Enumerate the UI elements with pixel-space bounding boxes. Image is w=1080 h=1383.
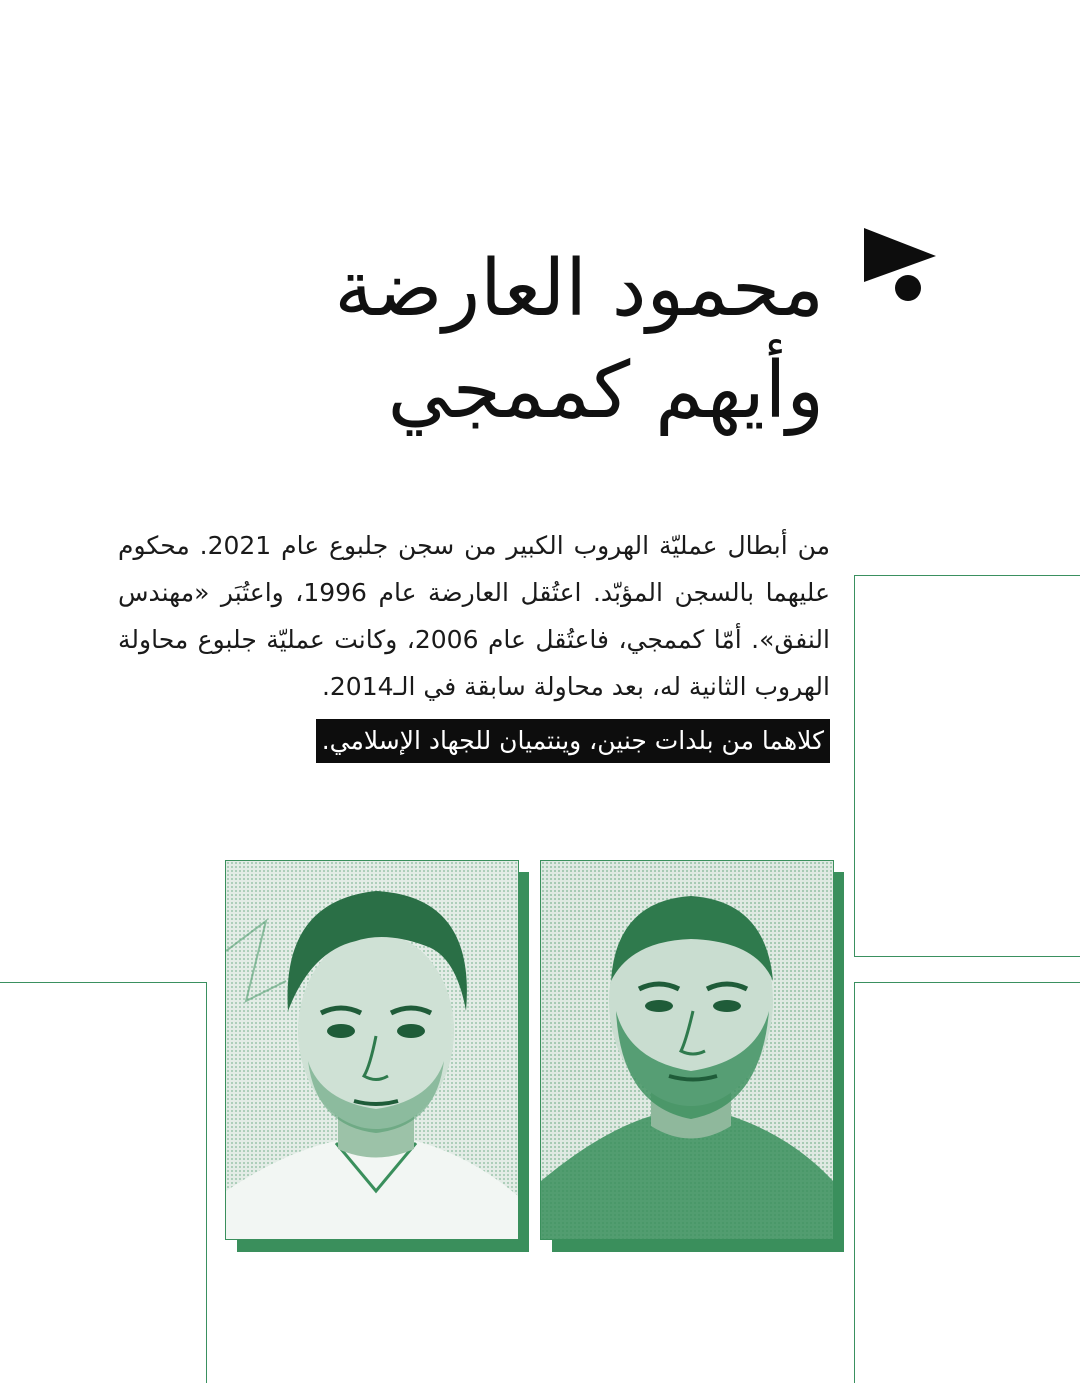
portrait-photo-mahmoud-ardah bbox=[225, 860, 519, 1240]
title-line-1: محمود العارضة bbox=[334, 244, 824, 334]
decorative-frame-right-bottom bbox=[854, 982, 1080, 1383]
page-title bbox=[124, 240, 824, 436]
photo-card-right bbox=[540, 860, 845, 1252]
photo-card-left bbox=[225, 860, 531, 1252]
decorative-frame-right-top bbox=[854, 575, 1080, 957]
title-line-2: وأيهم كممجي bbox=[387, 346, 824, 436]
portrait-photo-ayham-kamamji bbox=[540, 860, 834, 1240]
highlight-statement: كلاهما من بلدات جنين، وينتميان للجهاد الإسلامي. bbox=[316, 719, 830, 763]
decorative-frame-left-bottom bbox=[0, 982, 207, 1383]
body-paragraph: من أبطال عمليّة الهروب الكبير من سجن جلبوع عام 2021. محكوم عليهما بالسجن المؤبّد. اعتُقل العارضة عام 1996، واعتُبَر «مهندس النفق». أمّا كممجي، فاعتُقل عام 2006، وكانت عمليّة جلبوع محاولة الهروب الثانية له، بعد محاولة سابقة في الـ2014. bbox=[118, 531, 830, 701]
logo-play-dot-icon bbox=[862, 226, 942, 306]
